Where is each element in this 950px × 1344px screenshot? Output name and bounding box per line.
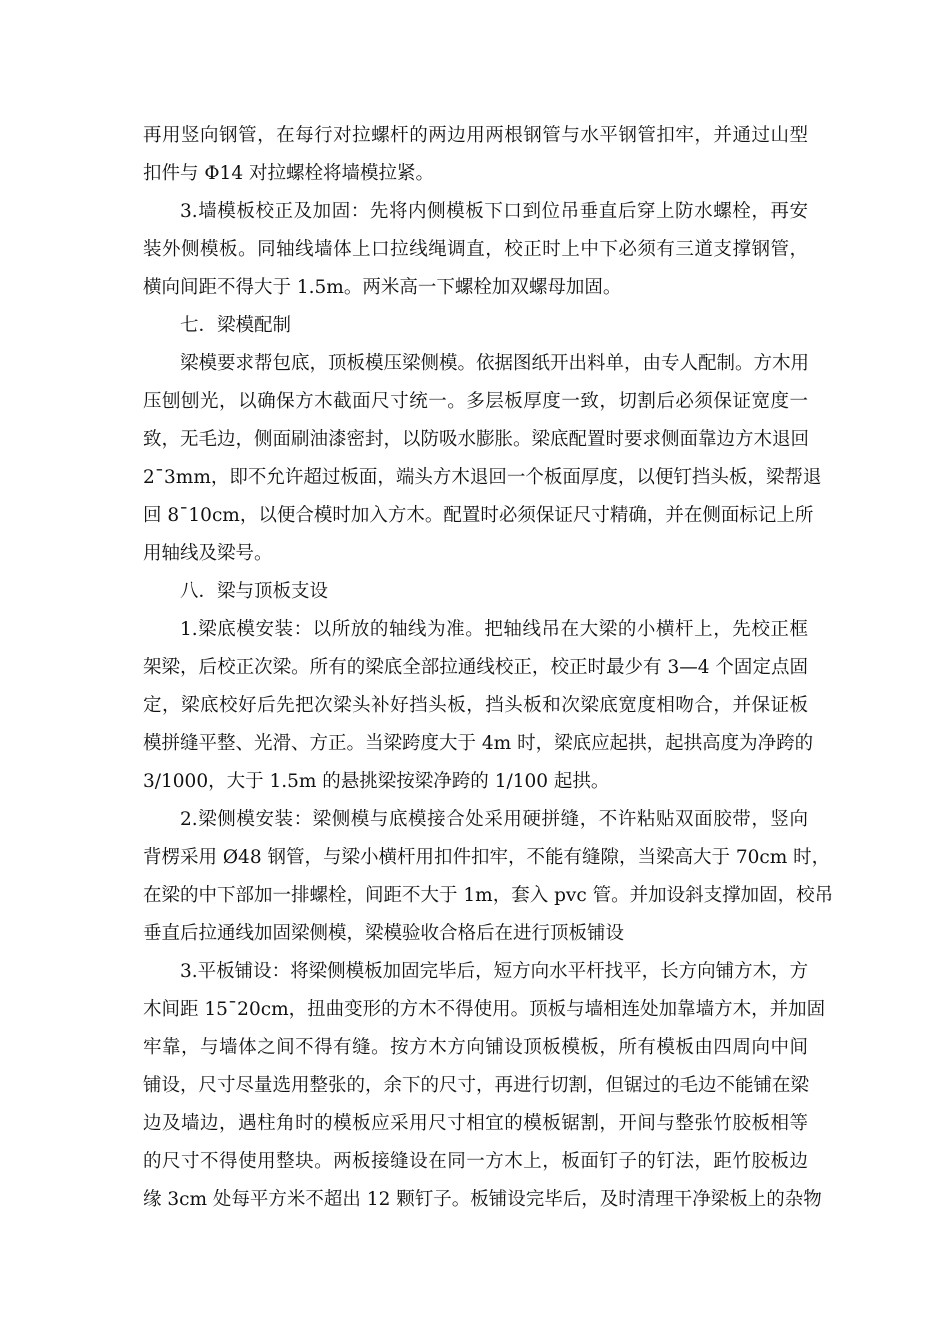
text-line: 铺设，尺寸尽量选用整张的，余下的尺寸，再进行切割，但锯过的毛边不能铺在梁: [143, 1075, 810, 1096]
text-line: 1.梁底模安装：以所放的轴线为准。把轴线吊在大梁的小横杆上，先校正框: [180, 619, 808, 640]
text-line: 边及墙边，遇柱角时的模板应采用尺寸相宜的模板锯割，开间与整张竹胶板相等: [143, 1113, 808, 1134]
text-line: 致，无毛边，侧面刷油漆密封，以防吸水膨胀。梁底配置时要求侧面靠边方木退回: [143, 429, 810, 450]
text-line: 用轴线及梁号。: [143, 543, 273, 564]
text-line: 装外侧模板。同轴线墙体上口拉线绳调直，校正时上中下必须有三道支撑钢管，: [143, 239, 808, 260]
text-line: 再用竖向钢管，在每行对拉螺杆的两边用两根钢管与水平钢管扣牢，并通过山型: [143, 125, 808, 146]
text-line: 缘 3cm 处每平方米不超出 12 颗钉子。板铺设完毕后，及时清理干净梁板上的杂物: [143, 1189, 822, 1210]
text-line: 压刨刨光，以确保方木截面尺寸统一。多层板厚度一致，切割后必须保证宽度一: [143, 391, 808, 412]
section-heading: 七．梁模配制: [180, 315, 292, 336]
text-line: 垂直后拉通线加固梁侧模，梁模验收合格后在进行顶板铺设: [143, 923, 625, 944]
text-line: 回 8¯10cm，以便合模时加入方木。配置时必须保证尺寸精确，并在侧面标记上所: [143, 505, 814, 526]
text-line: 2¯3mm，即不允许超过板面，端头方木退回一个板面厚度，以便钉挡头板，梁帮退: [143, 467, 822, 488]
text-line: 3.平板铺设：将梁侧模板加固完毕后，短方向水平杆找平，长方向铺方木，方: [180, 961, 809, 982]
text-line: 2.梁侧模安装：梁侧模与底模接合处采用硬拼缝，不许粘贴双面胶带，竖向: [180, 809, 808, 830]
text-line: 模拼缝平整、光滑、方正。当梁跨度大于 4m 时，梁底应起拱，起拱高度为净跨的: [143, 733, 814, 754]
text-line: 的尺寸不得使用整块。两板接缝设在同一方木上，板面钉子的钉法，距竹胶板边: [143, 1151, 808, 1172]
text-line: 横向间距不得大于 1.5m。两米高一下螺栓加双螺母加固。: [143, 277, 622, 298]
text-line: 木间距 15¯20cm，扭曲变形的方木不得使用。顶板与墙相连处加靠墙方木，并加固: [143, 999, 826, 1020]
text-line: 架梁，后校正次梁。所有的梁底全部拉通线校正，校正时最少有 3—4 个固定点固: [143, 657, 808, 678]
text-line: 背楞采用 Ø48 钢管，与梁小横杆用扣件扣牢，不能有缝隙，当梁高大于 70cm 时，: [143, 847, 831, 868]
text-line: 牢靠，与墙体之间不得有缝。按方木方向铺设顶板模板，所有模板由四周向中间: [143, 1037, 808, 1058]
text-line: 在梁的中下部加一排螺栓，间距不大于 1m，套入 pvc 管。并加设斜支撑加固，校吊: [143, 885, 834, 906]
text-line: 3/1000，大于 1.5m 的悬挑梁按梁净跨的 1/100 起拱。: [143, 771, 610, 792]
section-heading: 八．梁与顶板支设: [180, 581, 329, 602]
text-line: 梁模要求帮包底，顶板模压梁侧模。依据图纸开出料单，由专人配制。方木用: [180, 353, 810, 374]
text-line: 定，梁底校好后先把次梁头补好挡头板，挡头板和次梁底宽度相吻合，并保证板: [143, 695, 808, 716]
text-line: 扣件与 Φ14 对拉螺栓将墙模拉紧。: [143, 163, 434, 184]
text-line: 3.墙模板校正及加固：先将内侧模板下口到位吊垂直后穿上防水螺栓，再安: [180, 201, 808, 222]
